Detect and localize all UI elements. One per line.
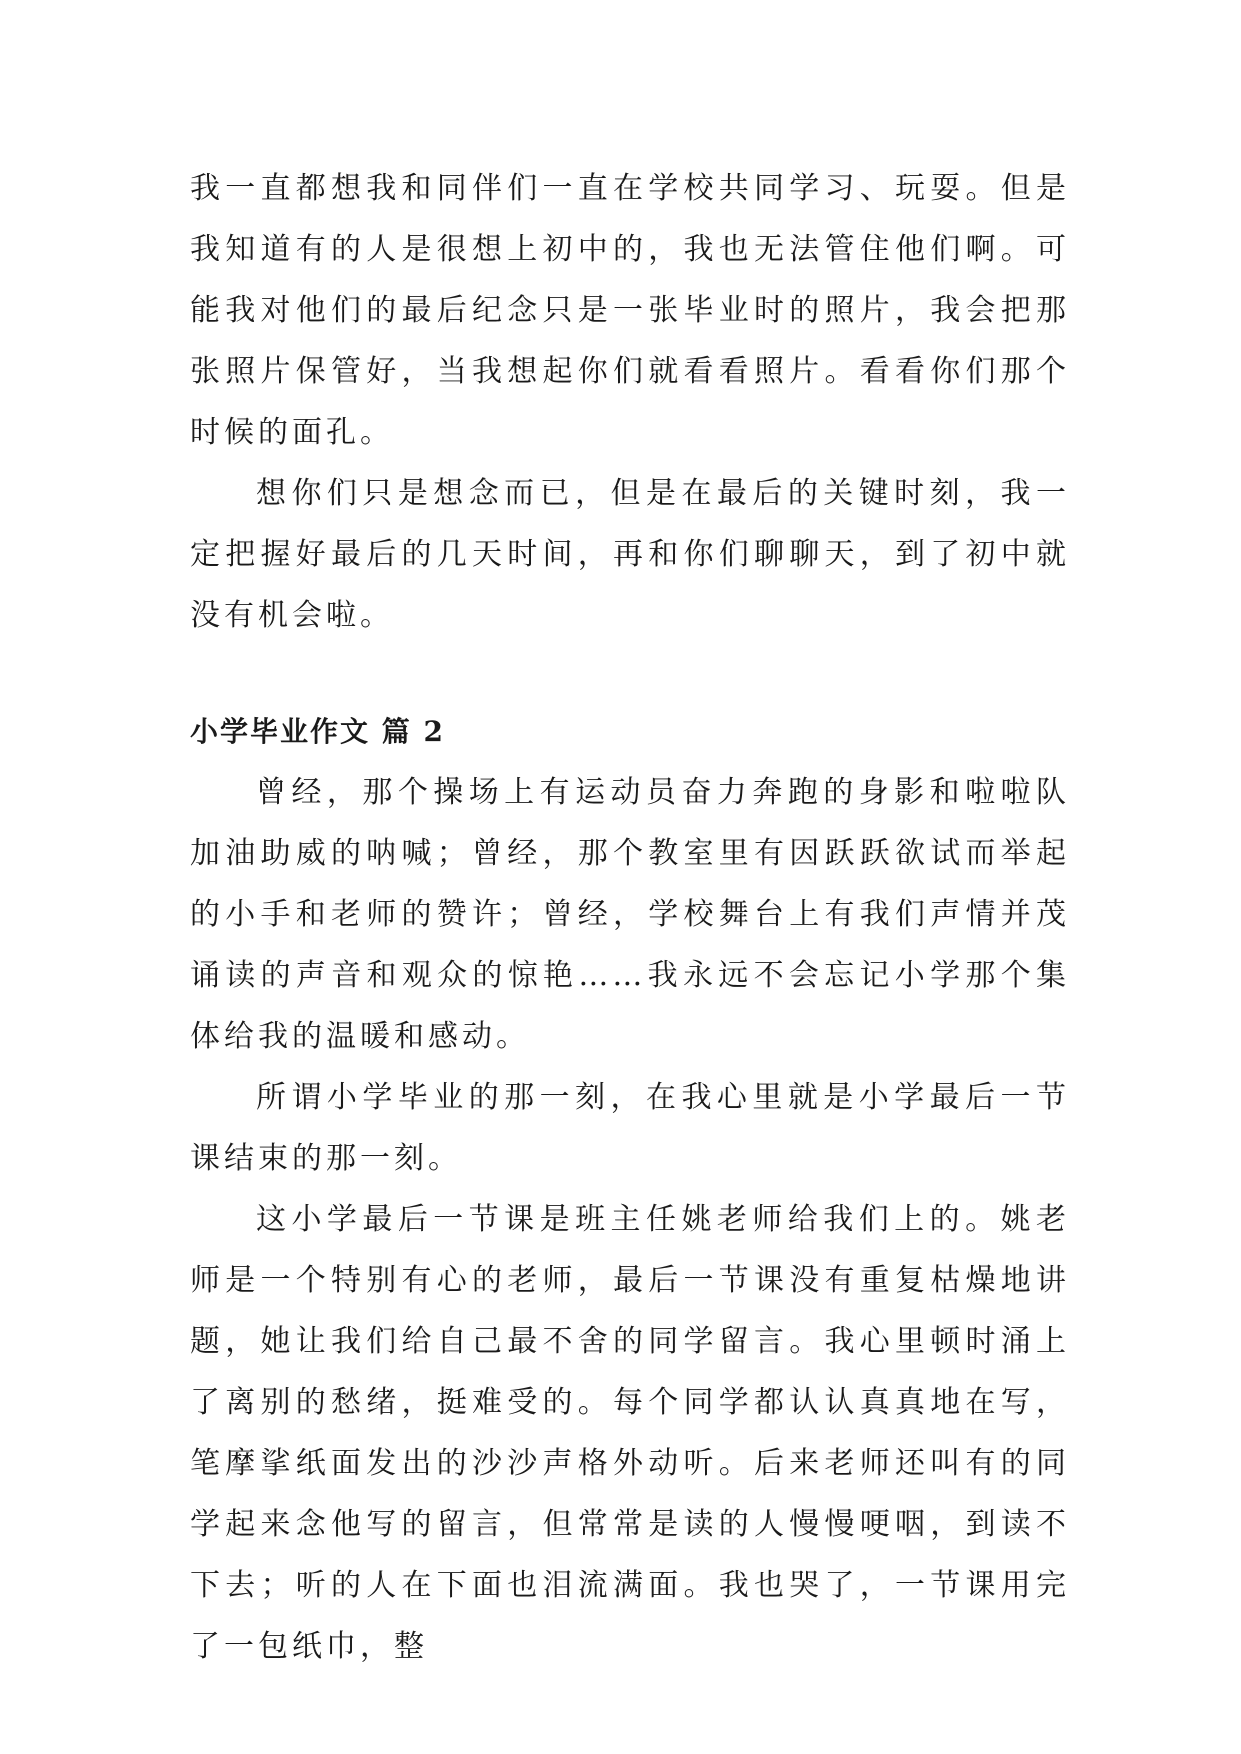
paragraph-5: 这小学最后一节课是班主任姚老师给我们上的。姚老师是一个特别有心的老师，最后一节课没有重复枯燥地讲题，她让我们给自己最不舍的同学留言。我心里顿时涌上了离别的愁绪，挺难受的。每个同学都认认真真地在写，笔摩挲纸面发出的沙沙声格外动听。后来老师还叫有的同学起来念他写的留言，但常常是读的人慢慢哽咽，到读不下去；听的人在下面也泪流满面。我也哭了，一节课用完了一包纸巾，整	[190, 1202, 1070, 1664]
paragraph-1: 我一直都想我和同伴们一直在学校共同学习、玩耍。但是我知道有的人是很想上初中的，我也无法管住他们啊。可能我对他们的最后纪念只是一张毕业时的照片，我会把那张照片保管好，当我想起你们就看看照片。看看你们那个时候的面孔。	[190, 171, 1070, 450]
document-body	[190, 158, 1070, 1677]
section-heading: 小学毕业作文 篇 2	[190, 715, 445, 748]
paragraph-2: 想你们只是想念而已，但是在最后的关键时刻，我一定把握好最后的几天时间，再和你们聊聊天，到了初中就没有机会啦。	[190, 476, 1070, 633]
paragraph-3: 曾经，那个操场上有运动员奋力奔跑的身影和啦啦队加油助威的呐喊；曾经，那个教室里有因跃跃欲试而举起的小手和老师的赞许；曾经，学校舞台上有我们声情并茂诵读的声音和观众的惊艳……我永远不会忘记小学那个集体给我的温暖和感动。	[190, 775, 1070, 1054]
paragraph-4: 所谓小学毕业的那一刻，在我心里就是小学最后一节课结束的那一刻。	[190, 1080, 1070, 1176]
